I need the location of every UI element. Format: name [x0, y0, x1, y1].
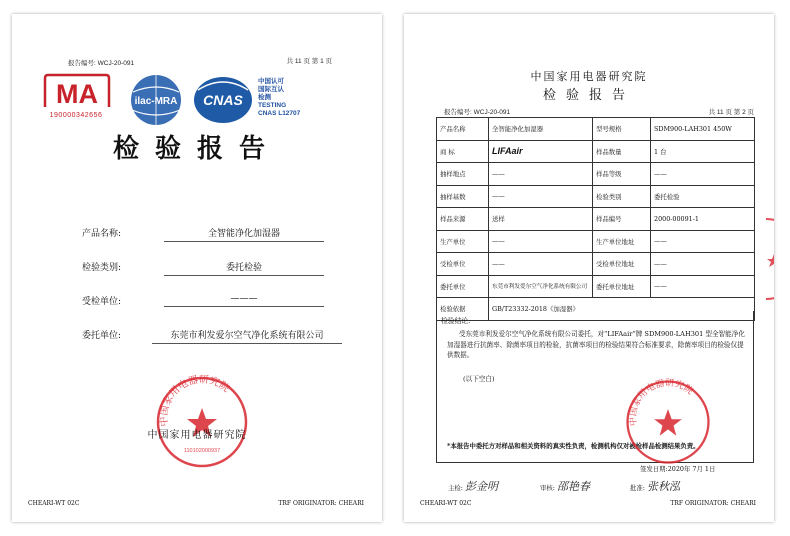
organization-name: 中国家用电器研究院 — [530, 70, 648, 83]
ilac-logo-text: ilac-MRA — [134, 96, 178, 107]
report-number-label: 报告编号: — [444, 109, 472, 116]
cma-logo-text: MA — [56, 79, 98, 109]
table-label: 样品来源 — [437, 208, 489, 231]
table-value: 送样 — [489, 208, 593, 231]
field-value: 委托检验 — [164, 260, 324, 276]
table-value: 1 台 — [651, 140, 755, 163]
table-label: 抽样基数 — [437, 185, 489, 208]
seal-text: 中国家用电器研究院 — [158, 374, 232, 427]
report-cover-page — [12, 14, 382, 522]
table-label: 样品等级 — [593, 163, 651, 186]
cnas-line: CNAS L12707 — [258, 110, 301, 117]
cnas-logo-text: CNAS — [203, 92, 243, 108]
table-row — [437, 185, 755, 208]
table-label: 生产单位 — [437, 230, 489, 253]
conclusion-label: 检验结论: — [441, 317, 471, 325]
cma-logo — [42, 72, 112, 110]
field-inspection-type — [82, 260, 262, 273]
table-value: —— — [651, 230, 755, 253]
field-label: 委托单位: — [82, 331, 122, 341]
footer-right: TRF ORIGINATOR: CHEARI — [278, 500, 364, 507]
table-label: 产品名称 — [437, 118, 489, 141]
official-seal — [152, 372, 252, 472]
field-label: 产品名称: — [82, 229, 122, 239]
table-value: 2000-00091-1 — [651, 208, 755, 231]
table-label: 样品数量 — [593, 140, 651, 163]
cnas-line: 国际互认 — [258, 86, 284, 93]
signer-inspector — [448, 478, 498, 494]
table-label: 委托单位 — [437, 275, 489, 298]
table-value — [489, 140, 593, 163]
lifaair-logo: LIFAair — [492, 146, 523, 157]
table-value: —— — [489, 185, 593, 208]
table-value: —— — [651, 253, 755, 276]
cnas-line: TESTING — [258, 102, 287, 109]
table-label: 检验依据 — [437, 298, 489, 321]
cnas-line: 中国认可 — [258, 78, 284, 85]
page-info: 共 11 页 第 2 页 — [708, 109, 754, 116]
table-row — [437, 118, 755, 141]
table-label: 受检单位 — [437, 253, 489, 276]
report-number-value: WCJ-20-091 — [97, 60, 135, 67]
report-number-label: 报告编号: — [68, 60, 96, 67]
signer-reviewer — [540, 478, 590, 494]
table-row — [437, 253, 755, 276]
signer-role: 主检: — [448, 484, 463, 492]
seal-number: 110102000937 — [183, 448, 221, 454]
field-product-name — [82, 226, 280, 239]
table-row — [437, 208, 755, 231]
perforation-seal — [744, 214, 774, 304]
cnas-line: 检测 — [258, 94, 271, 101]
table-row — [437, 275, 755, 298]
table-value: SDM900-LAH301 450W — [651, 118, 755, 141]
field-value: 全智能净化加湿器 — [164, 226, 324, 242]
table-label: 商 标 — [437, 140, 489, 163]
field-label: 受检单位: — [82, 297, 122, 307]
footer-left: CHEARI-WT 02C — [28, 500, 80, 507]
footer-right: TRF ORIGINATOR: CHEARI — [670, 500, 756, 507]
report-title: 检验报告 — [542, 88, 635, 103]
table-label: 委托单位地址 — [593, 275, 651, 298]
table-row — [437, 140, 755, 163]
table-value: —— — [489, 253, 593, 276]
conclusion-text: 受东莞市利发爱尔空气净化系统有限公司委托，对“LIFAair”牌 SDM900-LAH301 型全智能净化加湿器进行抗菌率、除菌率项目的检验，抗菌率项目的检验结果符合标准要求，除菌率项目的检验仅提供数据。 — [447, 330, 745, 359]
table-row — [437, 163, 755, 186]
table-label: 抽样地点 — [437, 163, 489, 186]
table-label: 受检单位地址 — [593, 253, 651, 276]
table-row — [437, 230, 755, 253]
report-number-value: WCJ-20-091 — [473, 109, 511, 116]
signer-role: 批准: — [630, 484, 645, 492]
page-info: 共 11 页 第 1 页 — [286, 58, 332, 65]
field-value: ——— — [164, 294, 324, 307]
table-value: GB/T23332-2018《加湿器》 — [489, 298, 755, 321]
ilac-mra-logo — [124, 72, 188, 128]
table-label: 生产单位地址 — [593, 230, 651, 253]
report-number — [68, 58, 134, 67]
report-number — [444, 107, 510, 116]
field-value: 东莞市利发爱尔空气净化系统有限公司 — [152, 328, 342, 344]
signature: 彭金明 — [464, 480, 498, 493]
field-client-unit — [82, 328, 324, 341]
table-value: 东莞市利发爱尔空气净化系统有限公司 — [489, 275, 593, 298]
inspection-info-table — [436, 117, 755, 321]
cma-number: 190000342656 — [49, 112, 103, 119]
seal-text: 中国家用电器研究院 — [627, 377, 696, 427]
report-title: 检验报告 — [112, 134, 281, 164]
table-label: 型号规格 — [593, 118, 651, 141]
table-label: 样品编号 — [593, 208, 651, 231]
table-value: 全智能净化加湿器 — [489, 118, 593, 141]
table-value: —— — [651, 275, 755, 298]
perforation-seal — [360, 194, 382, 284]
official-seal — [622, 376, 714, 468]
table-label: 检验类别 — [593, 185, 651, 208]
signature: 张秋泓 — [646, 480, 680, 493]
field-label: 检验类别: — [82, 263, 122, 273]
footer-left: CHEARI-WT 02C — [420, 500, 472, 507]
table-value: —— — [489, 230, 593, 253]
organization-name: 中国家用电器研究院 — [147, 430, 247, 441]
issue-date: 签发日期:2020年 7月 1日 — [640, 465, 716, 473]
signer-approver — [630, 478, 680, 494]
signer-role: 审核: — [540, 484, 555, 492]
table-value: —— — [489, 163, 593, 186]
table-value: 委托检验 — [651, 185, 755, 208]
cnas-logo — [192, 74, 254, 126]
report-detail-page — [404, 14, 774, 522]
cnas-accreditation-text — [258, 78, 300, 118]
field-inspected-unit — [82, 294, 258, 307]
conclusion-end: (以下空白) — [463, 375, 495, 383]
disclaimer-note: *本报告中委托方对样品和相关资料的真实性负责，检测机构仅对被检样品检测结果负责。 — [447, 442, 700, 450]
signature: 邵艳春 — [556, 480, 590, 493]
table-value: —— — [651, 163, 755, 186]
